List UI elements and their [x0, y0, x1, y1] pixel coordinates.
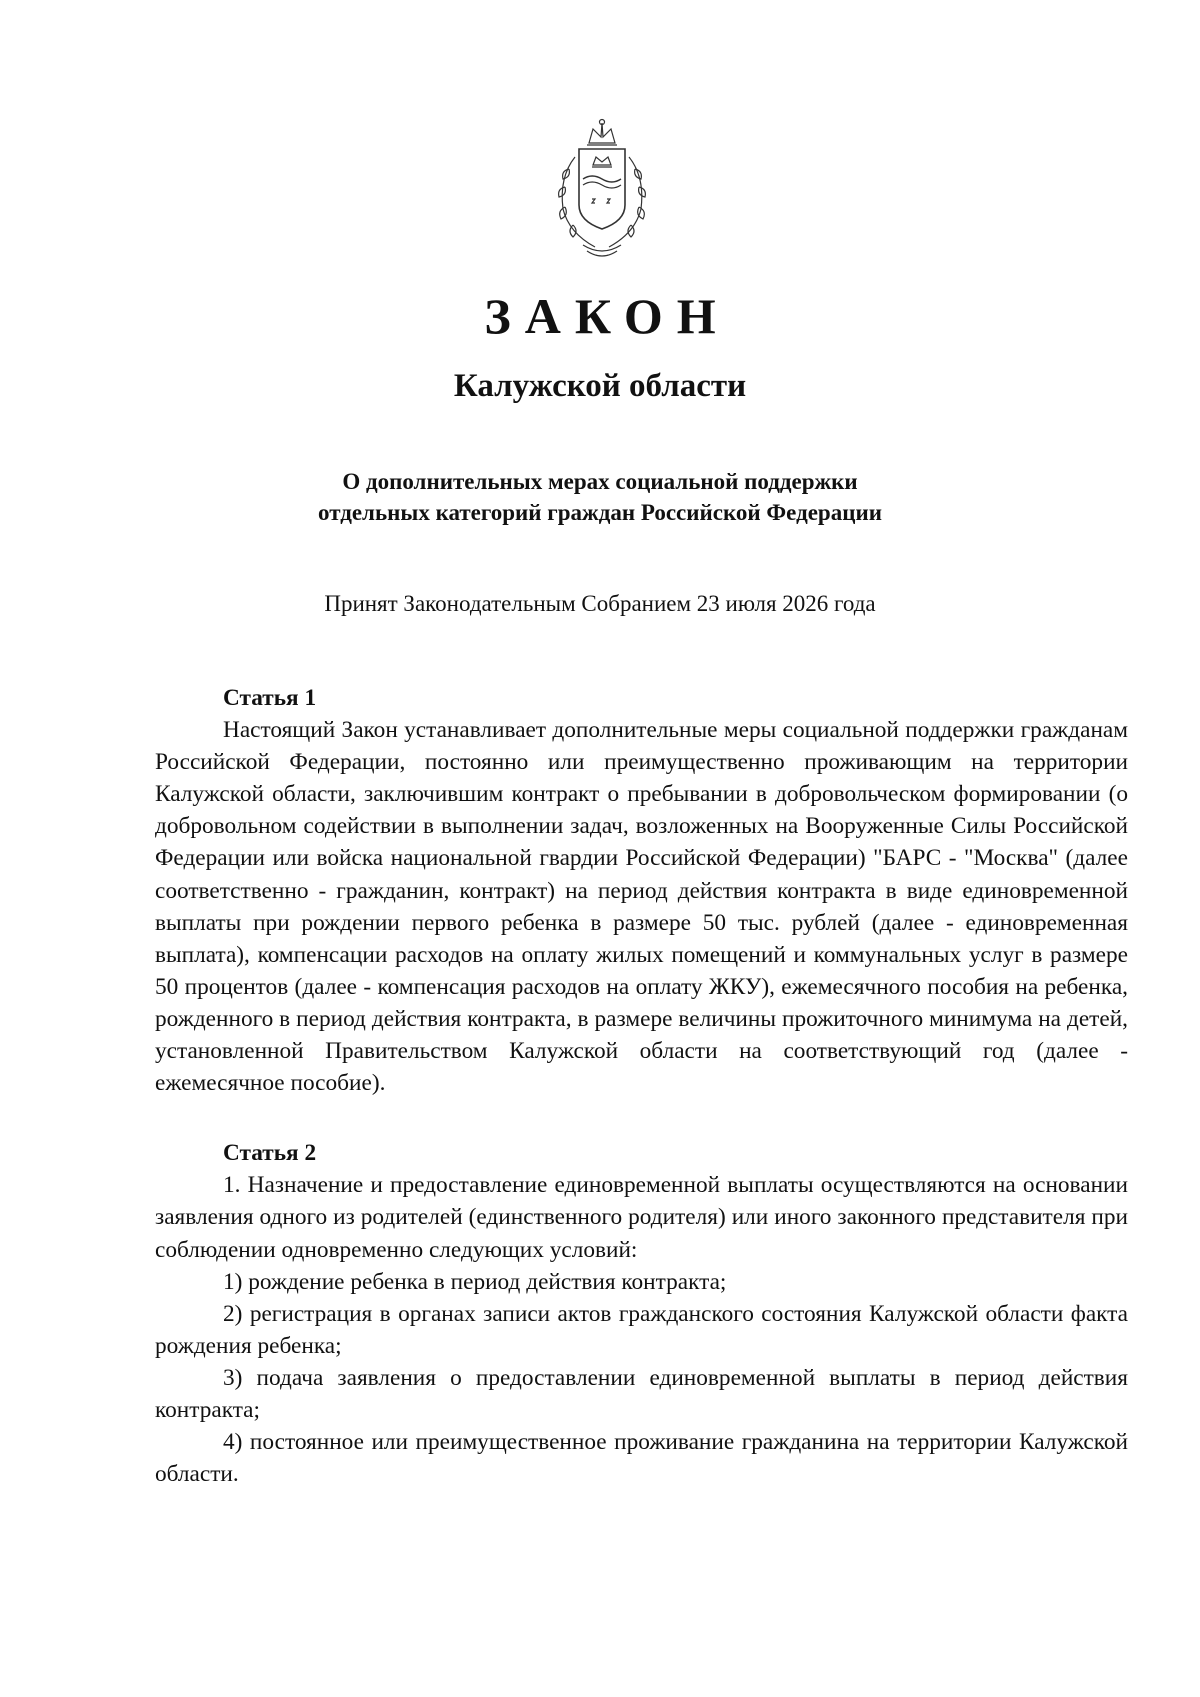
- article-paragraph: 1. Назначение и предоставление единовременной выплаты осуществляются на основании заявления одного из родителей (единственного родителя) или иного законного представителя при соблюдении одновременно следующих условий:: [155, 1172, 1128, 1263]
- article-paragraph: Настоящий Закон устанавливает дополнительные меры социальной поддержки гражданам Российской Федерации, постоянно или преимущественно проживающим на территории Калужской области, заключившим контракт о пребывании в добровольческом формировании (о добровольном содействии в выполнении задач, возложенных на Вооруженные Силы Российской Федерации или войска национальной гвардии Российской Федерации) "БАРС - "Москва" (далее соответственно - гражданин, контракт) на период действия контракта в виде единовременной выплаты при рождении первого ребенка в размере 50 тыс. рублей (далее - единовременная выплата), компенсации расходов на оплату жилых помещений и коммунальных услуг в размере 50 процентов (далее - компенсация расходов на оплату ЖКУ), ежемесячного пособия на ребенка, рожденного в период действия контракта, в размере величины прожиточного минимума на детей, установленной Правительством Калужской области на соответствующий год (далее - ежемесячное пособие).: [155, 717, 1128, 1097]
- adoption-date-line: Принят Законодательным Собранием 23 июля 2026 года: [324, 591, 876, 616]
- condition-item: 1) рождение ребенка в период действия контракта;: [223, 1268, 727, 1295]
- article-heading: Статья 1: [223, 685, 317, 711]
- law-subject: [0, 466, 1200, 528]
- condition-item: 2) регистрация в органах записи актов гражданского состояния Калужской области факта рождения ребенка;: [155, 1300, 1128, 1359]
- law-body: [155, 682, 1128, 1490]
- law-title: ЗАКОН: [484, 288, 730, 344]
- condition-item: 4) постоянное или преимущественное проживание гражданина на территории Калужской области.: [155, 1429, 1128, 1488]
- region-title: Калужской области: [453, 368, 747, 404]
- article-heading: Статья 2: [223, 1140, 317, 1167]
- article-2: [155, 1137, 1128, 1490]
- article-1: [155, 682, 1128, 1099]
- kaluga-coat-of-arms-icon: [545, 117, 658, 262]
- subject-line: О дополнительных мерах социальной поддержки: [342, 469, 858, 494]
- condition-item: 3) подача заявления о предоставлении единовременной выплаты в период действия контракта;: [155, 1364, 1128, 1423]
- subject-line: отдельных категорий граждан Российской Федерации: [318, 500, 882, 525]
